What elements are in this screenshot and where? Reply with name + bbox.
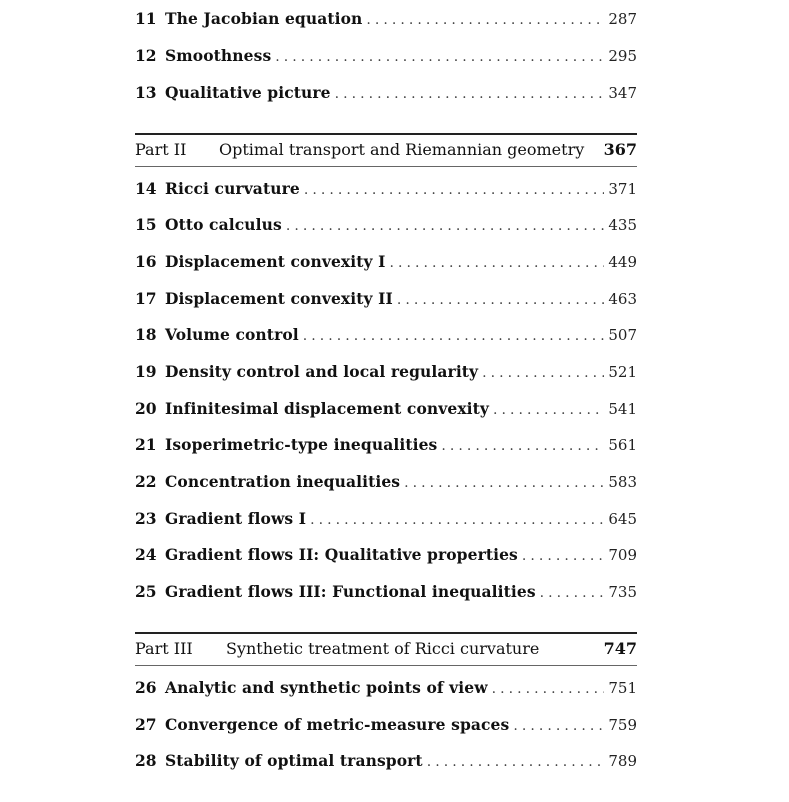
dot-leader — [492, 678, 605, 700]
dot-leader — [513, 715, 604, 737]
page-number: 735 — [608, 583, 637, 601]
dot-leader — [335, 83, 605, 105]
toc-entry[interactable] — [135, 434, 637, 456]
dot-leader — [397, 289, 605, 311]
page-number: 541 — [608, 400, 637, 418]
toc-entry[interactable] — [135, 361, 637, 383]
dot-leader — [303, 325, 605, 347]
chapter-number: 27 — [135, 715, 157, 734]
chapter-number: 20 — [135, 399, 157, 418]
dot-leader — [441, 435, 604, 457]
dot-leader — [310, 509, 604, 531]
part-label: Part II — [135, 140, 187, 159]
chapter-number: 28 — [135, 751, 157, 770]
chapter-number: 26 — [135, 678, 157, 697]
page-number: 583 — [608, 473, 637, 491]
toc-entry[interactable] — [135, 251, 637, 273]
chapter-number: 12 — [135, 46, 157, 65]
chapter-number: 19 — [135, 362, 157, 381]
page-number: 435 — [608, 216, 637, 234]
part-page-number: 367 — [603, 140, 637, 159]
toc-entry[interactable] — [135, 214, 637, 236]
chapter-title: Volume control — [165, 325, 299, 344]
chapter-number: 17 — [135, 289, 157, 308]
chapter-title: Analytic and synthetic points of view — [165, 678, 488, 697]
toc-entry[interactable] — [135, 508, 637, 530]
toc-entry[interactable] — [135, 471, 637, 493]
chapter-number: 25 — [135, 582, 157, 601]
page-number: 347 — [608, 84, 637, 102]
chapter-title: Smoothness — [165, 46, 272, 65]
toc-entry[interactable] — [135, 324, 637, 346]
part-heading[interactable] — [135, 632, 637, 662]
chapter-title: Otto calculus — [165, 215, 282, 234]
chapter-title: Qualitative picture — [165, 83, 331, 102]
dot-leader — [522, 545, 604, 567]
dot-leader — [427, 751, 605, 773]
chapter-title: Infinitesimal displacement convexity — [165, 399, 490, 418]
chapter-number: 15 — [135, 215, 157, 234]
page-number: 751 — [608, 679, 637, 697]
toc-entry[interactable] — [135, 82, 637, 104]
toc-entry[interactable] — [135, 544, 637, 566]
chapter-number: 21 — [135, 435, 157, 454]
page-number: 287 — [608, 10, 637, 28]
chapter-number: 22 — [135, 472, 157, 491]
part-divider — [135, 166, 637, 167]
chapter-title: Gradient flows I — [165, 509, 307, 528]
page-number: 645 — [608, 510, 637, 528]
toc-entry[interactable] — [135, 714, 637, 736]
dot-leader — [540, 582, 605, 604]
chapter-title: The Jacobian equation — [165, 9, 363, 28]
page-number: 295 — [608, 47, 637, 65]
toc-entry[interactable] — [135, 288, 637, 310]
chapter-number: 16 — [135, 252, 157, 271]
toc-entry[interactable] — [135, 398, 637, 420]
page-number: 759 — [608, 716, 637, 734]
part-title: Synthetic treatment of Ricci curvature — [226, 639, 540, 658]
chapter-title: Ricci curvature — [165, 179, 300, 198]
part-divider — [135, 665, 637, 666]
chapter-number: 13 — [135, 83, 157, 102]
dot-leader — [493, 399, 604, 421]
chapter-number: 14 — [135, 179, 157, 198]
chapter-title: Density control and local regularity — [165, 362, 479, 381]
part-heading[interactable] — [135, 133, 637, 163]
page-number: 449 — [608, 253, 637, 271]
chapter-title: Gradient flows II: Qualitative properties — [165, 545, 518, 564]
chapter-number: 23 — [135, 509, 157, 528]
dot-leader — [304, 179, 605, 201]
chapter-title: Gradient flows III: Functional inequalities — [165, 582, 536, 601]
chapter-number: 18 — [135, 325, 157, 344]
dot-leader — [389, 252, 604, 274]
chapter-number: 11 — [135, 9, 157, 28]
page-number: 709 — [608, 546, 637, 564]
chapter-title: Displacement convexity I — [165, 252, 386, 271]
part-page-number: 747 — [603, 639, 637, 658]
toc-entry[interactable] — [135, 178, 637, 200]
chapter-title: Stability of optimal transport — [165, 751, 423, 770]
chapter-title: Concentration inequalities — [165, 472, 401, 491]
toc-entry[interactable] — [135, 45, 637, 67]
chapter-number: 24 — [135, 545, 157, 564]
page-number: 463 — [608, 290, 637, 308]
dot-leader — [404, 472, 604, 494]
toc-entry[interactable] — [135, 750, 637, 772]
toc-entry[interactable] — [135, 8, 637, 30]
dot-leader — [275, 46, 604, 68]
part-label: Part III — [135, 639, 193, 658]
page-number: 507 — [608, 326, 637, 344]
dot-leader — [366, 9, 604, 31]
chapter-title: Convergence of metric-measure spaces — [165, 715, 510, 734]
page-number: 561 — [608, 436, 637, 454]
dot-leader — [286, 215, 605, 237]
chapter-title: Displacement convexity II — [165, 289, 393, 308]
page-number: 521 — [608, 363, 637, 381]
part-title: Optimal transport and Riemannian geometry — [219, 140, 585, 159]
page-number: 789 — [608, 752, 637, 770]
toc-entry[interactable] — [135, 581, 637, 603]
chapter-title: Isoperimetric-type inequalities — [165, 435, 438, 454]
toc-entry[interactable] — [135, 677, 637, 699]
page-number: 371 — [608, 180, 637, 198]
dot-leader — [482, 362, 604, 384]
